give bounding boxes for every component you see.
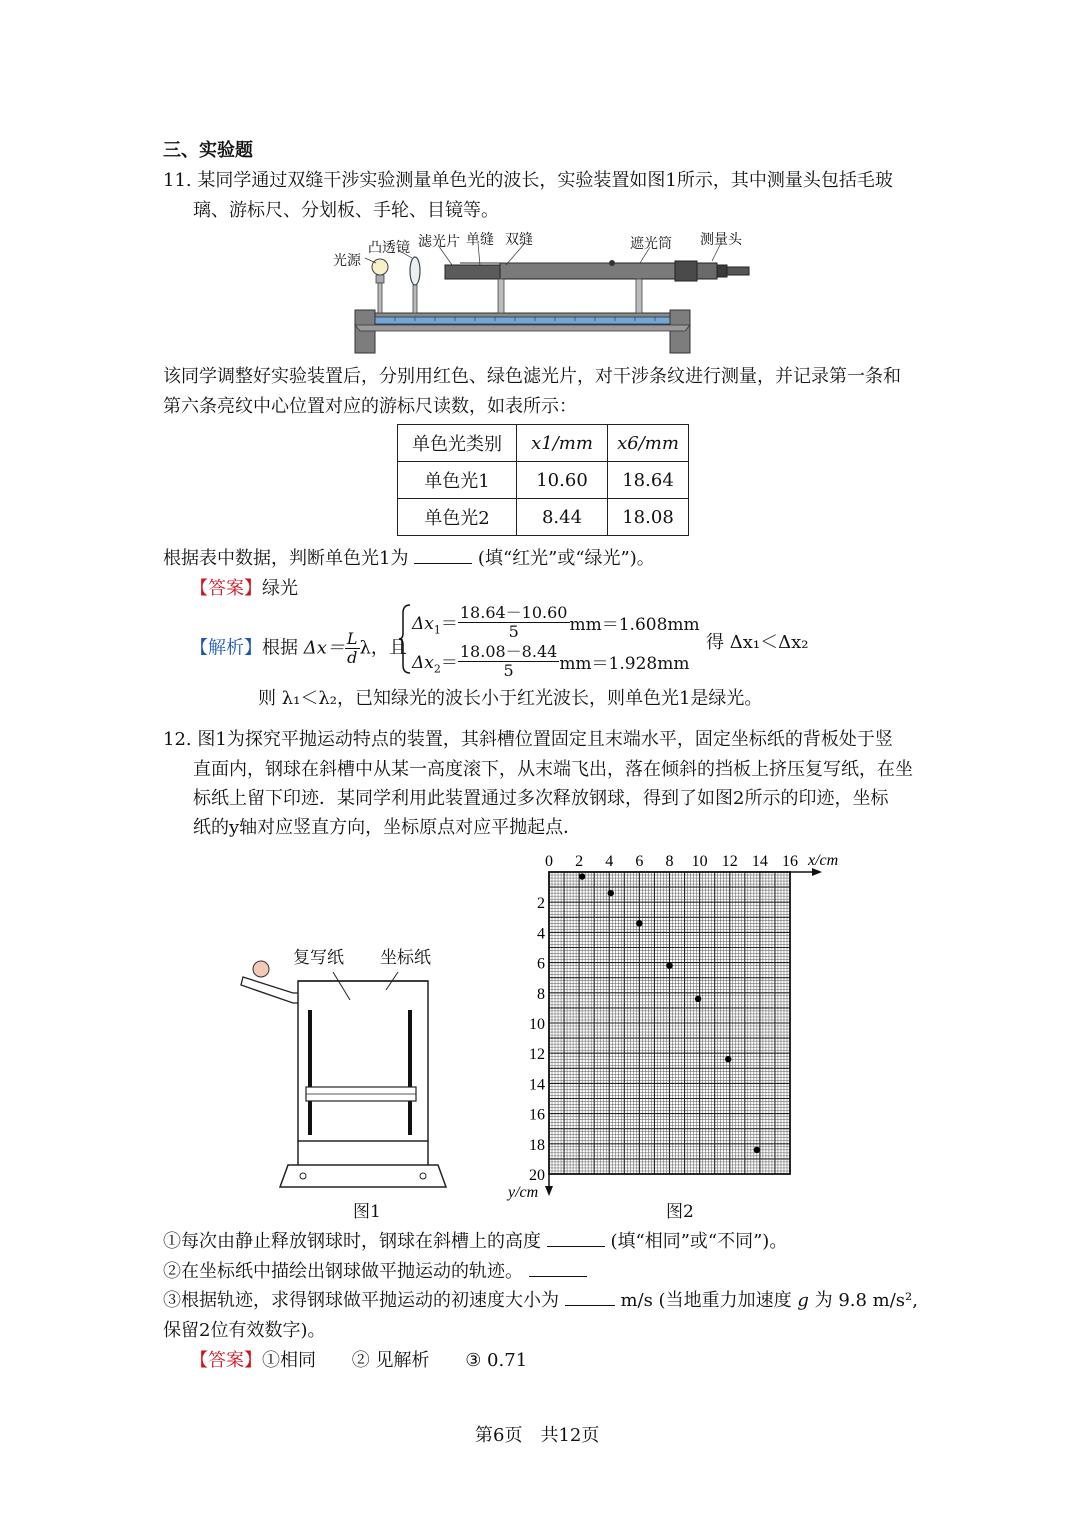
q11-conclusion-line: 则 λ₁＜λ₂，已知绿光的波长小于红光波长，则单色光1是绿光。 (258, 688, 763, 709)
q11-stem-line1 (163, 168, 893, 194)
q12-answer-tag: 【答案】 (190, 1350, 262, 1371)
readings-table (397, 424, 689, 536)
q11-answer-blank[interactable] (414, 547, 472, 564)
data-point (725, 1056, 731, 1062)
table-cell: 18.08 (608, 499, 689, 536)
q12-stem-text1: 图1为探究平抛运动特点的装置，其斜槽位置固定且末端水平，固定坐标纸的背板处于竖 (197, 729, 893, 750)
y-tick-label: 10 (529, 1016, 545, 1033)
grid-major-lines (549, 872, 790, 1174)
y-tick-label: 14 (529, 1076, 545, 1094)
data-point (754, 1147, 760, 1153)
q11-conclusion-right: 得 Δx₁＜Δx₂ (706, 632, 809, 653)
y-axis-label: y/cm (508, 1184, 539, 1201)
q11-para-line2: 第六条亮纹中心位置对应的游标尺读数，如表所示： (163, 396, 577, 417)
x-tick-label: 14 (751, 853, 768, 870)
x-axis-label: x/cm (808, 852, 839, 869)
q12-sub3 (163, 1288, 918, 1314)
data-point (608, 890, 614, 896)
y-tick-label: 20 (529, 1167, 545, 1184)
q12-sub3-mid: m/s (当地重力加速度 (620, 1290, 792, 1311)
q12-sub2-blank[interactable] (529, 1260, 587, 1277)
q12-sub1 (163, 1229, 787, 1255)
q12-stem-line4: 纸的y轴对应竖直方向，坐标原点对应平抛起点． (193, 817, 582, 838)
q12-answer-2: ② 见解析 (351, 1350, 430, 1371)
q12-sub1-post: (填“相同”或“不同”)。 (610, 1231, 788, 1252)
table-cell: 单色光2 (398, 499, 517, 536)
q11-question-post: (填“红光”或“绿光”)。 (477, 548, 655, 569)
data-point (636, 920, 642, 926)
brace-symbol (398, 603, 412, 675)
x-tick-label: 12 (721, 853, 738, 870)
q11-eq2: $\Delta x_2=$ $\frac{18.08-8.44}{5}$ mm＝1.928mm (412, 642, 690, 680)
label-measuring-head: 测量头 (700, 232, 742, 248)
data-point (695, 996, 701, 1002)
label-carbon-paper: 复写纸 (293, 948, 344, 968)
q12-sub3-pre: ③根据轨迹，求得钢球做平抛运动的初速度大小为 (163, 1290, 559, 1311)
y-tick-labels (529, 895, 545, 1184)
y-tick-label: 12 (529, 1046, 545, 1064)
table-row (398, 499, 689, 536)
q11-answer-text: 绿光 (262, 578, 298, 599)
table-cell: 单色光1 (398, 462, 517, 499)
y-tick-label: 4 (537, 925, 545, 943)
data-point (579, 873, 585, 879)
table-header-cell: x6/mm (608, 425, 689, 462)
q11-answer-line (190, 576, 298, 602)
eq2-denominator: 5 (503, 661, 514, 680)
y-tick-label: 2 (537, 895, 545, 913)
table-cell: 10.60 (517, 462, 608, 499)
label-single-slit: 单缝 (466, 232, 494, 248)
q12-sub1-blank[interactable] (547, 1230, 605, 1247)
q12-stem-line2: 直面内，钢球在斜槽中从某一高度滚下，从末端飞出，落在倾斜的挡板上挤压复写纸，在坐 (193, 759, 913, 780)
eq1-result: mm＝1.608mm (569, 615, 700, 635)
x-tick-label: 6 (635, 853, 644, 870)
x-axis-arrowhead (812, 868, 822, 876)
data-point (666, 962, 672, 968)
x-tick-label: 4 (605, 853, 614, 870)
q12-stem-line3: 标纸上留下印迹．某同学利用此装置通过多次释放钢球，得到了如图2所示的印迹，坐标 (193, 788, 889, 809)
q11-stem-text1: 某同学通过双缝干涉实验测量单色光的波长，实验装置如图1所示，其中测量头包括毛玻 (197, 170, 893, 191)
label-coordinate-paper: 坐标纸 (380, 948, 431, 968)
x-tick-label: 2 (575, 853, 584, 870)
y-tick-label: 16 (529, 1106, 545, 1124)
section-title: 三、实验题 (163, 140, 253, 161)
q11-analysis-text1: 根据 (262, 637, 298, 659)
eq2-numerator: 18.08－8.44 (459, 642, 558, 661)
y-tick-label: 18 (529, 1136, 545, 1154)
x-tick-label: 16 (782, 853, 798, 870)
q12-sub2 (163, 1259, 587, 1285)
label-double-slit: 双缝 (505, 232, 533, 248)
q11-question-pre: 根据表中数据，判断单色光1为 (163, 548, 409, 569)
q11-question (163, 546, 655, 572)
q12-answer-1: ①相同 (262, 1350, 316, 1371)
table-cell: 8.44 (517, 499, 608, 536)
q11-para-line1: 该同学调整好实验装置后，分别用红色、绿色滤光片，对干涉条纹进行测量，并记录第一条和 (163, 366, 901, 387)
table-header-cell: x1/mm (517, 425, 608, 462)
y-axis-arrowhead (545, 1186, 553, 1196)
table-header-row (398, 425, 689, 462)
table-cell: 18.64 (608, 462, 689, 499)
q12-sub3-g: g (797, 1290, 809, 1311)
x-tick-labels (545, 853, 798, 870)
q11-number: 11. (163, 170, 192, 191)
q12-sub3-post: 为 9.8 m/s², (814, 1290, 918, 1311)
q12-answer-line (190, 1348, 527, 1374)
x-tick-label: 8 (665, 853, 674, 870)
eq2-result: mm＝1.928mm (559, 654, 690, 674)
label-light-source: 光源 (333, 253, 361, 269)
label-tube: 遮光筒 (630, 236, 672, 252)
projectile-apparatus-figure (238, 955, 448, 1190)
q12-sub3-blank[interactable] (565, 1289, 615, 1306)
label-filter: 滤光片 (418, 234, 460, 250)
eq1-denominator: 5 (508, 622, 519, 641)
q12-stem-line1 (163, 727, 893, 753)
fig1-caption: 图1 (353, 1202, 381, 1222)
trajectory-grid-chart (500, 848, 850, 1203)
fig2-caption: 图2 (666, 1202, 694, 1222)
eq1-numerator: 18.64－10.60 (459, 603, 568, 622)
x-tick-label: 10 (691, 853, 708, 870)
table-row (398, 462, 689, 499)
y-tick-label: 8 (537, 985, 545, 1003)
q12-answer-3: ③ 0.71 (465, 1350, 528, 1371)
q11-analysis-tag: 【解析】 (190, 637, 262, 659)
table-header-cell: 单色光类别 (398, 425, 517, 462)
q11-analysis-text2: λ，且 (359, 637, 407, 659)
y-tick-label: 6 (537, 955, 545, 973)
x-tick-label: 0 (545, 853, 553, 870)
q11-stem-line2: 璃、游标尺、分划板、手轮、目镜等。 (193, 200, 499, 221)
q12-sub3-line2: 保留2位有效数字)。 (163, 1320, 326, 1341)
q12-number: 12. (163, 729, 192, 750)
q11-eq1: $\Delta x_1=$ $\frac{18.64-10.60}{5}$ mm＝1.608mm (412, 603, 700, 641)
q11-analysis-lead: 【解析】根据 Δx＝ $\frac{L}{d}$ λ，且 (190, 629, 407, 667)
label-lens: 凸透镜 (368, 240, 410, 256)
page-footer: 第6页 共12页 (475, 1425, 600, 1446)
q12-sub1-pre: ①每次由静止释放钢球时，钢球在斜槽上的高度 (163, 1231, 541, 1252)
q12-sub2-text: ②在坐标纸中描绘出钢球做平抛运动的轨迹。 (163, 1261, 523, 1282)
q11-answer-tag: 【答案】 (190, 578, 262, 599)
